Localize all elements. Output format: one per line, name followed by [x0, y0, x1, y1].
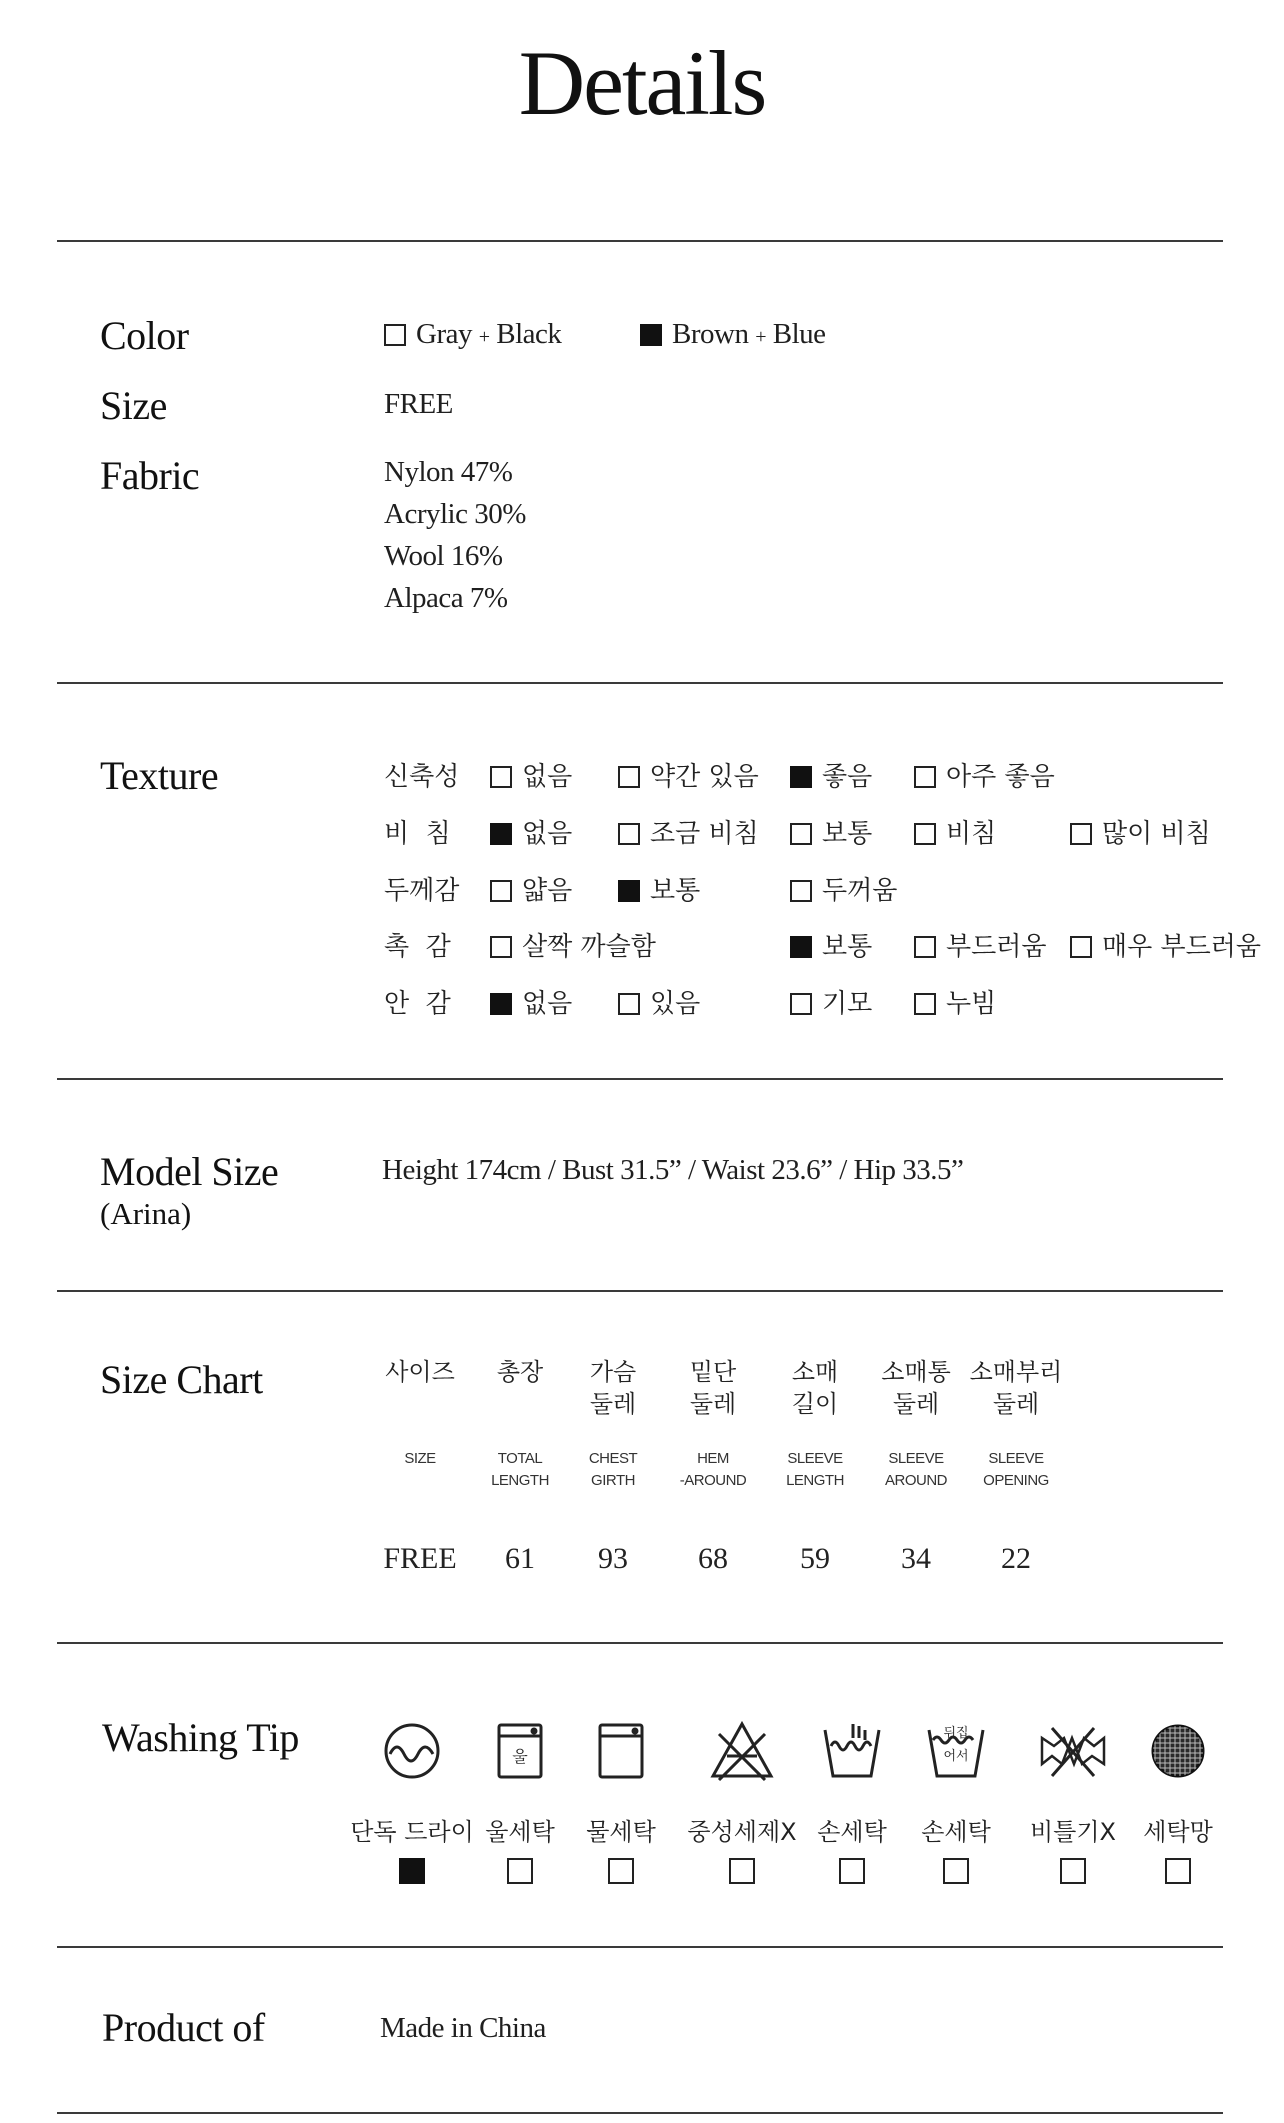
washing-tip-label-text: 울세탁 [485, 1818, 555, 1846]
texture-option[interactable] [618, 983, 700, 1020]
checkbox[interactable] [490, 880, 512, 902]
color-name: Blue [772, 318, 826, 350]
size-chart-cell: 22 [1001, 1542, 1031, 1575]
divider [57, 240, 1223, 242]
texture-option[interactable] [618, 870, 700, 907]
divider [57, 1078, 1223, 1080]
neutral-detergent-x-icon [707, 1716, 777, 1786]
texture-option[interactable] [490, 983, 572, 1020]
option-label: 얇음 [522, 876, 573, 906]
fabric-line: Acrylic 30% [384, 498, 526, 530]
washing-tip-label: Washing Tip [102, 1715, 299, 1760]
checkbox[interactable] [490, 823, 512, 845]
dry-clean-icon [377, 1716, 447, 1786]
size-chart-header: 밑단 둘레 [689, 1358, 737, 1418]
color-label: Color [100, 313, 189, 358]
size-label: Size [100, 383, 167, 428]
texture-option[interactable] [790, 870, 897, 907]
size-chart-header-en: SLEEVE OPENING [983, 1450, 1049, 1489]
texture-option[interactable] [914, 813, 996, 850]
product-of-label: Product of [102, 2005, 265, 2050]
inside-out-glyph: 어서 [943, 1749, 969, 1764]
option-label: 없음 [522, 819, 573, 849]
checkbox[interactable] [790, 936, 812, 958]
size-chart-cell: 34 [901, 1542, 931, 1575]
option-label: 보통 [822, 932, 873, 962]
size-chart-cell: 61 [505, 1542, 535, 1575]
option-label: 없음 [522, 989, 573, 1019]
checkbox[interactable] [790, 993, 812, 1015]
size-chart-header-en: SLEEVE LENGTH [786, 1450, 844, 1489]
texture-option[interactable] [490, 926, 656, 963]
size-chart-header-en: SLEEVE AROUND [884, 1450, 947, 1489]
texture-row-name: 두께감 [384, 876, 460, 906]
plus-sign: + [478, 326, 490, 348]
laundry-net-icon [1143, 1716, 1213, 1786]
texture-option[interactable] [790, 756, 872, 793]
model-measurements: Height 174cm / Bust 31.5” / Waist 23.6” / Hip 33.5” [382, 1154, 964, 1186]
texture-row-name: 안 감 [384, 989, 451, 1019]
fabric-label: Fabric [100, 453, 200, 498]
option-label: 부드러움 [946, 932, 1047, 962]
size-chart-header-en: TOTAL LENGTH [491, 1450, 549, 1489]
option-label: 약간 있음 [650, 762, 759, 792]
texture-option[interactable] [490, 756, 572, 793]
option-label: 비침 [946, 819, 997, 849]
washing-tip-label-text: 세탁망 [1143, 1818, 1213, 1846]
no-wring-icon [1038, 1716, 1108, 1786]
plus-sign: + [755, 326, 766, 348]
fabric-line: Nylon 47% [384, 456, 513, 488]
size-chart-cell: 93 [598, 1542, 628, 1575]
wool-glyph: 울 [512, 1747, 528, 1766]
inside-out-glyph: 뒤집 [943, 1726, 969, 1741]
texture-option[interactable] [618, 813, 759, 850]
checkbox[interactable] [507, 1858, 533, 1884]
texture-option[interactable] [618, 756, 759, 793]
texture-option[interactable] [790, 983, 872, 1020]
checkbox[interactable] [790, 766, 812, 788]
option-label: 두꺼움 [822, 876, 898, 906]
option-label: 보통 [822, 819, 873, 849]
option-label: 보통 [650, 876, 701, 906]
size-chart-header: 가슴 둘레 [589, 1358, 637, 1418]
size-value: FREE [384, 388, 453, 420]
washing-tip-label-text: 단독 드라이 [350, 1818, 474, 1846]
size-chart-header: 소매통 둘레 [881, 1358, 951, 1418]
option-label: 조금 비침 [650, 819, 759, 849]
checkbox[interactable] [490, 993, 512, 1015]
divider [57, 682, 1223, 684]
option-label: 있음 [650, 989, 701, 1019]
color-name: Gray [416, 318, 472, 350]
option-label: 매우 부드러움 [1102, 932, 1261, 962]
size-chart-cell: FREE [383, 1542, 457, 1575]
washing-tip-label-text: 중성세제X [687, 1818, 797, 1846]
texture-label: Texture [100, 753, 219, 798]
checkbox[interactable] [914, 993, 936, 1015]
hand-wash-inside-out-icon [921, 1716, 991, 1786]
texture-option[interactable] [790, 813, 872, 850]
texture-row-name: 신축성 [384, 762, 460, 792]
size-chart-cell: 68 [698, 1542, 728, 1575]
option-label: 누빔 [946, 989, 997, 1019]
color-name: Black [496, 318, 562, 350]
wool-wash-icon [485, 1716, 555, 1786]
checkbox[interactable] [618, 993, 640, 1015]
checkbox[interactable] [608, 1858, 634, 1884]
checkbox[interactable] [914, 823, 936, 845]
divider [57, 1946, 1223, 1948]
checkbox[interactable] [1070, 936, 1092, 958]
color-name: Brown [672, 318, 749, 350]
checkbox[interactable] [1070, 823, 1092, 845]
checkbox[interactable] [729, 1858, 755, 1884]
checkbox[interactable] [790, 823, 812, 845]
option-label: 아주 좋음 [946, 762, 1055, 792]
checkbox[interactable] [490, 766, 512, 788]
divider [57, 1290, 1223, 1292]
texture-option[interactable] [914, 756, 1055, 793]
size-chart-header-en: HEM -AROUND [679, 1450, 747, 1489]
checkbox[interactable] [914, 936, 936, 958]
model-name: (Arina) [100, 1196, 192, 1231]
fabric-line: Alpaca 7% [384, 582, 508, 614]
checkbox[interactable] [1165, 1858, 1191, 1884]
origin-value: Made in China [380, 2012, 546, 2044]
washing-tip-label-text: 손세탁 [817, 1818, 887, 1846]
texture-option[interactable] [790, 926, 872, 963]
washing-tip-label-text: 물세탁 [586, 1818, 656, 1846]
checkbox[interactable] [399, 1858, 425, 1884]
option-label: 좋음 [822, 762, 873, 792]
size-chart-label: Size Chart [100, 1357, 263, 1402]
checkbox[interactable] [490, 936, 512, 958]
texture-option[interactable] [490, 870, 572, 907]
divider [57, 2112, 1223, 2114]
size-chart-header-en: SIZE [404, 1450, 436, 1467]
page-title: Details [518, 32, 766, 134]
size-chart-header: 총장 [496, 1358, 544, 1386]
washing-tip-label-text: 손세탁 [921, 1818, 991, 1846]
size-chart-header: 사이즈 [385, 1358, 455, 1386]
texture-row-name: 비 침 [384, 819, 451, 849]
texture-option[interactable] [1070, 926, 1261, 963]
size-chart-header: 소매 길이 [791, 1358, 839, 1418]
checkbox[interactable] [1060, 1858, 1086, 1884]
checkbox[interactable] [943, 1858, 969, 1884]
hand-wash-icon [817, 1716, 887, 1786]
size-chart-cell: 59 [800, 1542, 830, 1575]
checkbox[interactable] [618, 823, 640, 845]
option-label: 없음 [522, 762, 573, 792]
size-chart-header-en: CHEST GIRTH [588, 1450, 638, 1489]
checkbox[interactable] [914, 766, 936, 788]
model-size-label: Model Size [100, 1149, 279, 1194]
texture-option[interactable] [1070, 813, 1211, 850]
checkbox[interactable] [618, 880, 640, 902]
washing-tip-label-text: 비틀기X [1030, 1818, 1116, 1846]
checkbox[interactable] [640, 324, 662, 346]
fabric-line: Wool 16% [384, 540, 503, 572]
texture-option[interactable] [914, 983, 996, 1020]
divider [57, 1642, 1223, 1644]
checkbox[interactable] [790, 880, 812, 902]
checkbox[interactable] [618, 766, 640, 788]
option-label: 기모 [822, 989, 873, 1019]
size-chart-header: 소매부리 둘레 [969, 1358, 1063, 1418]
checkbox[interactable] [384, 324, 406, 346]
color-option-gray-black[interactable] [384, 318, 561, 351]
texture-option[interactable] [914, 926, 1046, 963]
texture-option[interactable] [490, 813, 572, 850]
machine-wash-icon [586, 1716, 656, 1786]
color-option-brown-blue[interactable] [640, 318, 826, 351]
checkbox[interactable] [839, 1858, 865, 1884]
option-label: 많이 비침 [1102, 819, 1211, 849]
texture-row-name: 촉 감 [384, 932, 451, 962]
option-label: 살짝 까슬함 [522, 932, 656, 962]
